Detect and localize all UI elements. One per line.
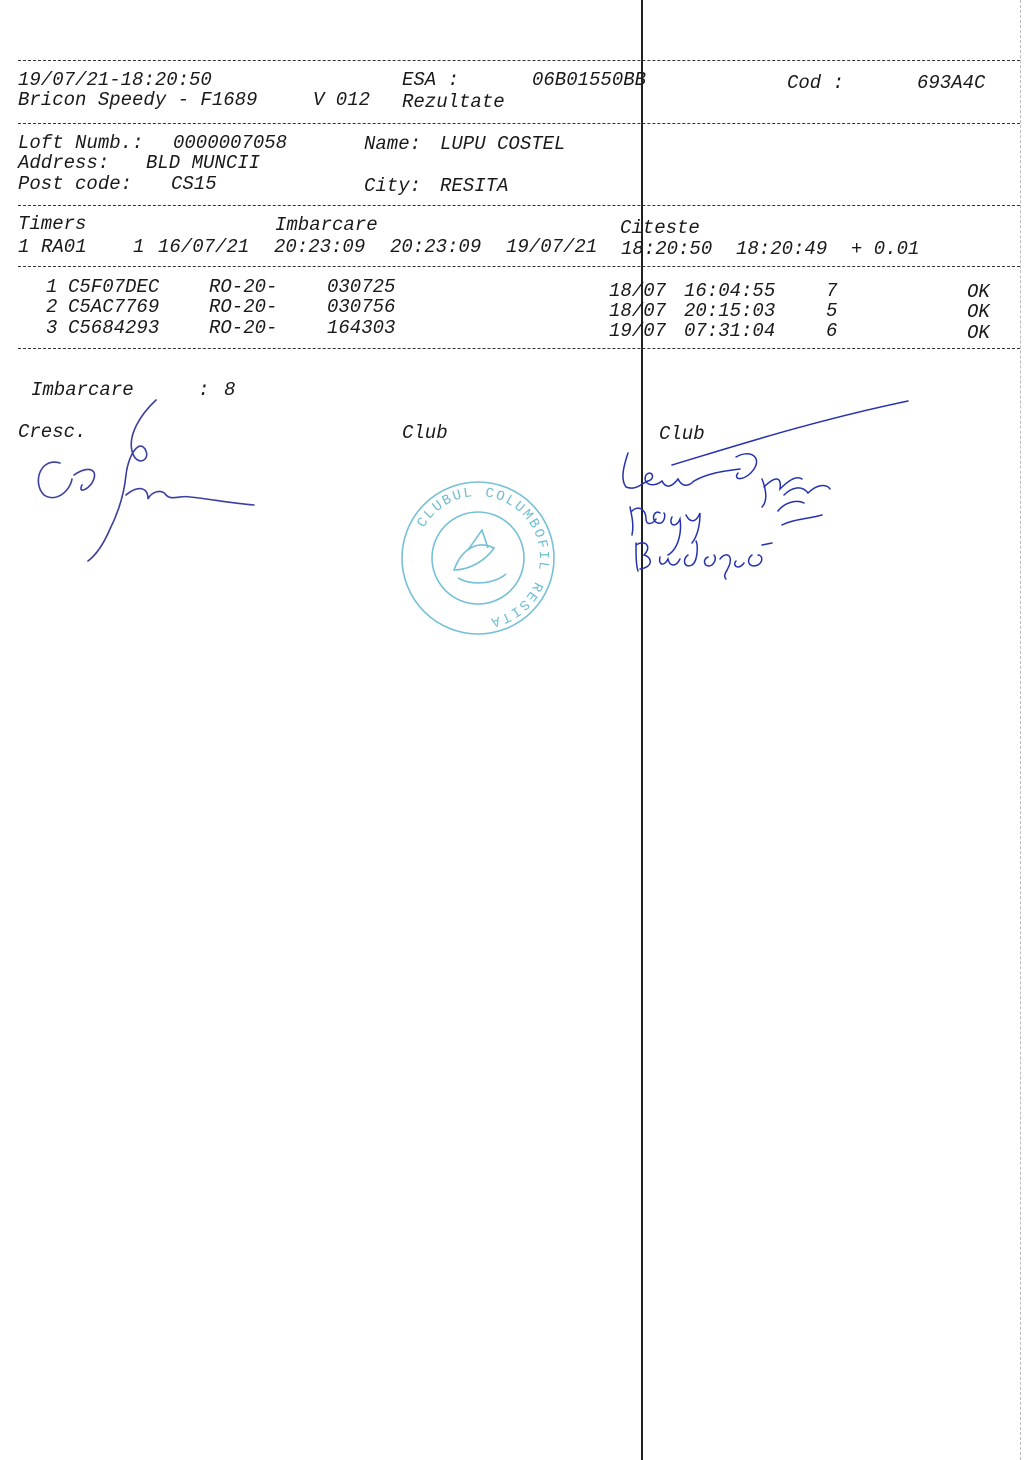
ring-number: 030725 [327,276,396,298]
ring-number: 164303 [327,317,396,339]
paper-edge [1020,0,1022,1460]
esa-value: 06B01550BB [532,69,647,91]
embark-date: 16/07/21 [158,236,250,258]
device-version: V 012 [313,89,371,111]
ring-prefix: RO-20- [209,276,278,298]
embark-total-label: Imbarcare [31,379,134,401]
read-header: Citeste [620,217,700,239]
cod-label: Cod : [787,72,845,94]
club-seal-stamp [398,478,558,638]
name-label: Name: [364,133,422,155]
chip-id: C5684293 [68,317,160,339]
arrival-date: 18/07 [609,300,667,322]
arrival-time: 07:31:04 [684,320,776,342]
breeder-signature [30,395,260,575]
embark-total-count: 8 [224,379,236,401]
city-value: RESITA [440,175,509,197]
cod-value: 693A4C [917,72,986,94]
arrival-time: 20:15:03 [684,300,776,322]
esa-label: ESA : [402,69,460,91]
loft-number: 0000007058 [173,132,288,154]
place: 7 [826,280,838,302]
timer-id: RA01 [41,236,87,258]
ring-prefix: RO-20- [209,296,278,318]
arrival-date: 19/07 [609,320,667,342]
report-datetime: 19/07/21-18:20:50 [18,69,212,91]
arrival-time: 16:04:55 [684,280,776,302]
embark-time-1: 20:23:09 [274,236,366,258]
loft-label: Loft Numb.: [18,132,144,154]
embark-time-2: 20:23:09 [390,236,482,258]
place: 6 [826,320,838,342]
ring-prefix: RO-20- [209,317,278,339]
result-index: 2 [46,296,58,318]
read-time-2: 18:20:49 [736,238,828,260]
chip-id: C5AC7769 [68,296,160,318]
embark-header: Imbarcare [275,214,378,236]
breeder-label: Cresc. [18,421,87,443]
address-label: Address: [18,152,110,174]
seal-text: CLUBUL COLUMBOFIL RESITA [414,484,552,630]
arrival-date: 18/07 [609,280,667,302]
ring-number: 030756 [327,296,396,318]
place: 5 [826,300,838,322]
result-index: 3 [46,317,58,339]
postcode-label: Post code: [18,173,133,195]
svg-text:CLUBUL COLUMBOFIL RESITA [414,485,551,630]
device-name: Bricon Speedy - F1689 [18,89,258,111]
report-type: Rezultate [402,91,505,113]
divider [18,348,1020,349]
postcode-value: CS15 [171,173,217,195]
address-value: BLD MUNCII [146,152,261,174]
fancier-name: LUPU COSTEL [440,133,566,155]
status-ok: OK [967,301,990,323]
result-index: 1 [46,276,58,298]
divider [18,205,1020,206]
divider [18,266,1020,267]
status-ok: OK [967,322,990,344]
club-label: Club [402,422,448,444]
chip-id: C5F07DEC [68,276,160,298]
divider [18,123,1020,124]
city-label: City: [364,175,422,197]
read-time-1: 18:20:50 [621,238,713,260]
club-label: Club [659,423,705,445]
status-ok: OK [967,281,990,303]
embark-total-sep: : [198,379,210,401]
divider [18,60,1020,61]
read-date: 19/07/21 [506,236,598,258]
timer-index: 1 [18,236,30,258]
timers-header: Timers [18,213,87,235]
club-signatures [612,395,912,595]
timer-num: 1 [133,236,145,258]
time-offset: + 0.01 [851,238,920,260]
